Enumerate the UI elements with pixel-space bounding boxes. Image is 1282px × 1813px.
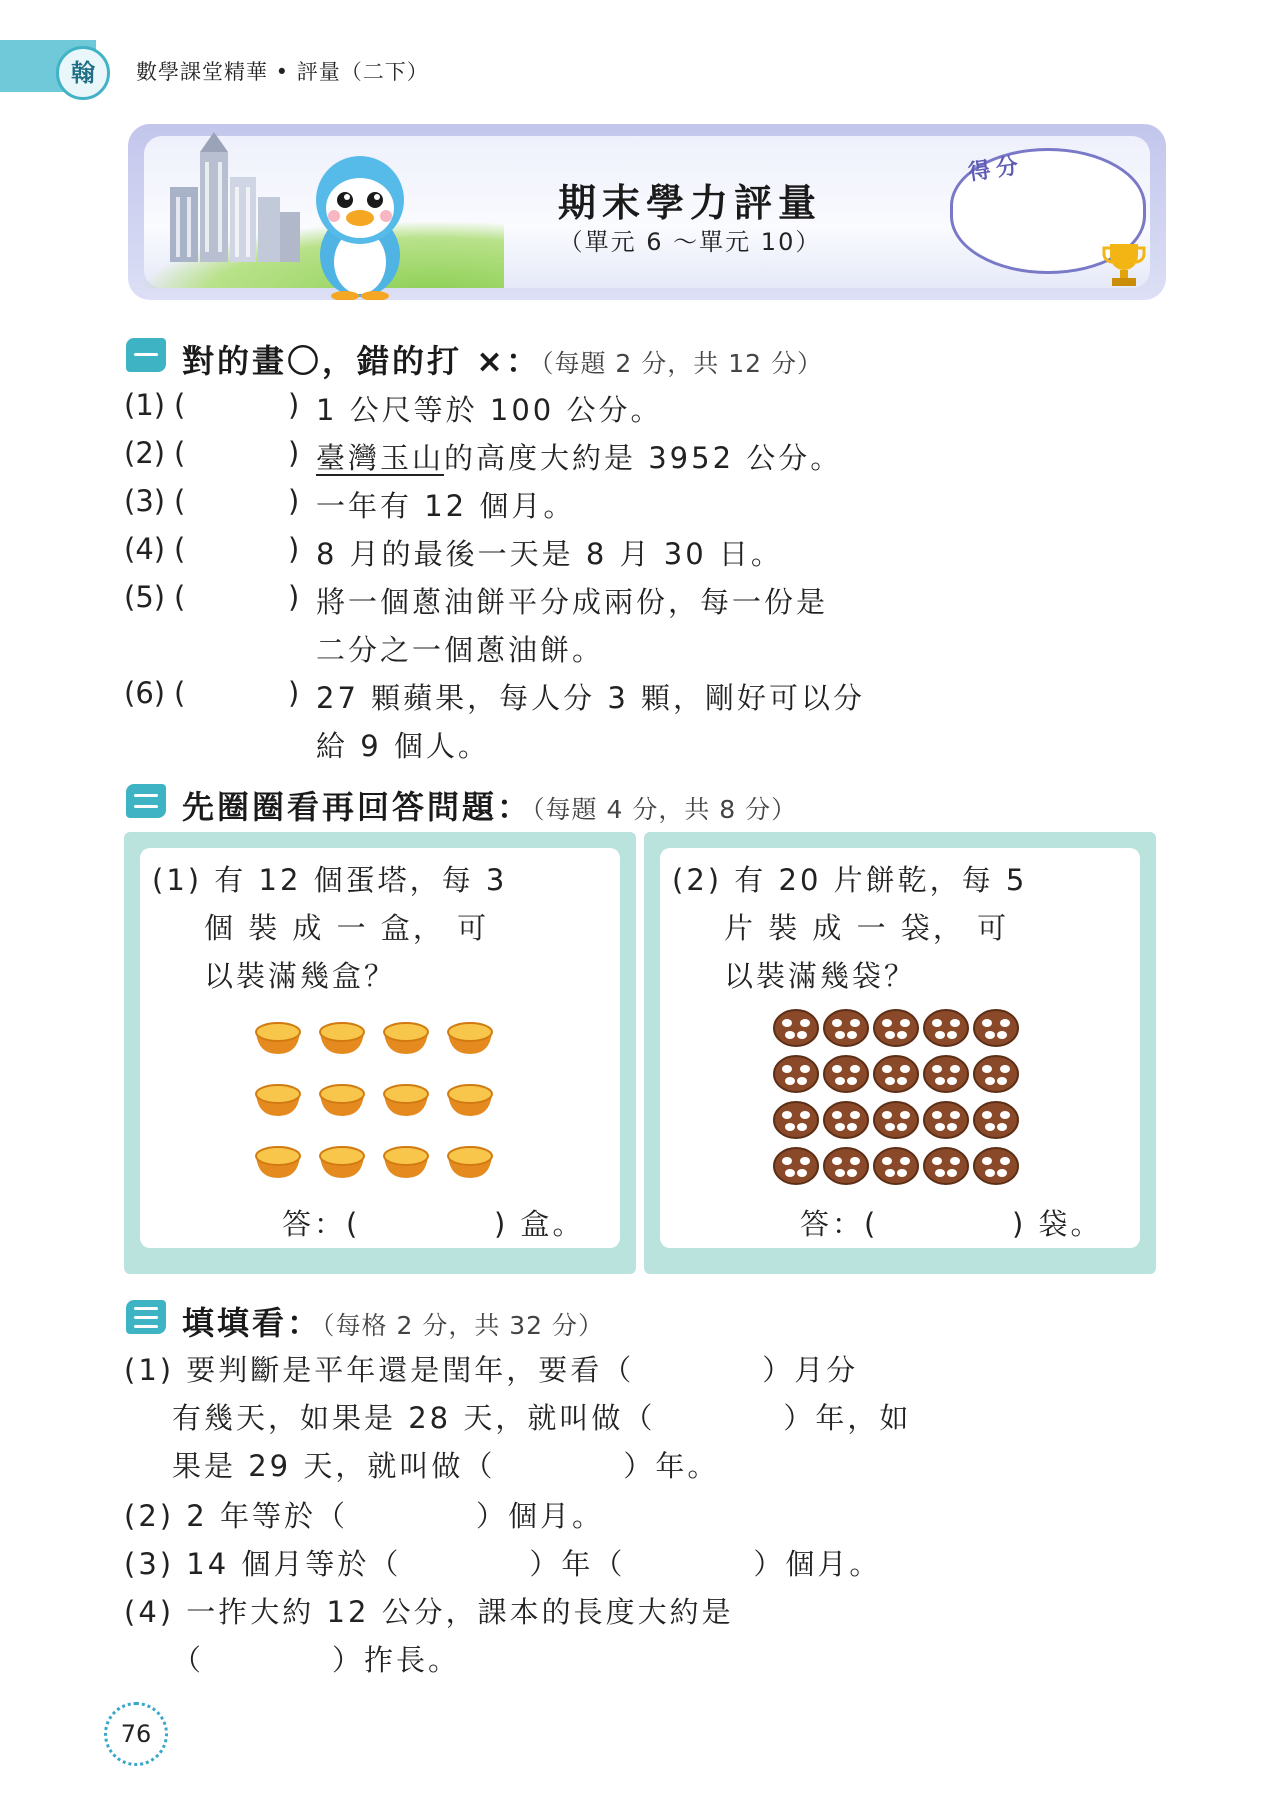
box1-text-line2: 個 裝 成 一 盒， 可 <box>204 911 490 945</box>
pretzel-cookie-icon <box>974 1102 1018 1138</box>
q1-1-answer-open: ( <box>174 388 186 422</box>
q1-5-answer-blank[interactable] <box>186 580 282 616</box>
q1-6-text-line2: 給 9 個人。 <box>316 729 490 763</box>
pretzel-cookie-icon <box>874 1010 918 1046</box>
city-buildings-illustration <box>160 132 310 282</box>
q3-1-line2: 有幾天，如果是 28 天，就叫做（ ）年，如 <box>172 1401 912 1435</box>
pretzel-cookie-grid[interactable] <box>770 1004 1030 1194</box>
pretzel-cookie-icon <box>774 1056 818 1092</box>
section-2-badge <box>126 784 166 818</box>
pretzel-cookie-icon <box>874 1102 918 1138</box>
exam-subtitle: （單元 6 ～單元 10） <box>558 228 822 256</box>
q3-1-line1: (1) 要判斷是平年還是閏年，要看（ ）月分 <box>124 1353 859 1387</box>
page-number: 76 <box>104 1702 168 1766</box>
egg-tart-icon <box>320 1085 364 1116</box>
pretzel-cookie-icon <box>974 1148 1018 1184</box>
pretzel-cookie-icon <box>774 1102 818 1138</box>
box1-text-line1: (1) 有 12 個蛋塔，每 3 <box>152 863 508 897</box>
q3-4-line2: （ ）拃長。 <box>172 1643 461 1677</box>
q1-5-text-line1: 將一個蔥油餅平分成兩份，每一份是 <box>316 585 829 619</box>
egg-tart-icon <box>320 1023 364 1054</box>
q1-5-answer-open: ( <box>174 580 186 614</box>
box1-text-line3: 以裝滿幾盒？ <box>204 959 397 993</box>
publisher-logo: 翰 <box>56 46 110 100</box>
q1-2-answer-open: ( <box>174 436 186 470</box>
section-1-score-note: （每題 2 分，共 12 分） <box>540 349 823 378</box>
section-1-heading <box>182 336 823 382</box>
section-3-title: 填填看： <box>182 1304 323 1342</box>
section-2-heading <box>182 782 797 828</box>
q1-2-text-rest: 的高度大約是 3952 公分。 <box>444 441 843 475</box>
q3-1-line3: 果是 29 天，就叫做（ ）年。 <box>172 1449 720 1483</box>
section-3-heading <box>182 1298 604 1344</box>
q1-6-answer-open: ( <box>174 676 186 710</box>
q3-4-line1: (4) 一拃大約 12 公分，課本的長度大約是 <box>124 1595 734 1629</box>
q1-4-text: 8 月的最後一天是 8 月 30 日。 <box>316 537 783 571</box>
q1-6-text-line1: 27 顆蘋果，每人分 3 顆，剛好可以分 <box>316 681 866 715</box>
section-3-badge <box>126 1300 166 1334</box>
q1-4-answer-open: ( <box>174 532 186 566</box>
q1-2-text <box>316 436 842 477</box>
egg-tart-icon <box>256 1023 300 1054</box>
box1-answer-suffix: ) 盒。 <box>494 1207 585 1241</box>
q3-3-text: (3) 14 個月等於（ ）年（ ）個月。 <box>124 1547 882 1581</box>
trophy-icon <box>1102 240 1146 288</box>
q1-1-text: 1 公尺等於 100 公分。 <box>316 393 663 427</box>
section-2-title: 先圈圈看再回答問題： <box>182 788 533 826</box>
egg-tart-icon <box>256 1085 300 1116</box>
box2-text-line2: 片 裝 成 一 袋， 可 <box>724 911 1010 945</box>
egg-tart-icon <box>448 1147 492 1178</box>
q1-5-text-line2: 二分之一個蔥油餅。 <box>316 633 605 667</box>
q1-1-number: (1) <box>124 388 166 422</box>
q1-2-number: (2) <box>124 436 166 470</box>
q1-2-underlined-place: 臺灣玉山 <box>316 441 445 475</box>
q1-4-answer-blank[interactable] <box>186 532 282 568</box>
q1-4-number: (4) <box>124 532 166 566</box>
egg-tart-icon <box>448 1085 492 1116</box>
q1-3-number: (3) <box>124 484 166 518</box>
pretzel-cookie-icon <box>924 1148 968 1184</box>
exam-title: 期末學力評量 <box>557 181 822 225</box>
q1-1-answer-blank[interactable] <box>186 388 282 424</box>
pretzel-cookie-icon <box>824 1102 868 1138</box>
pretzel-cookie-icon <box>824 1010 868 1046</box>
pretzel-cookie-icon <box>824 1148 868 1184</box>
pretzel-cookie-icon <box>774 1148 818 1184</box>
pretzel-cookie-icon <box>924 1010 968 1046</box>
section-3-score-note: （每格 2 分，共 32 分） <box>322 1311 605 1340</box>
q1-6-answer-blank[interactable] <box>186 676 282 712</box>
section-2-score-note: （每題 4 分，共 8 分） <box>532 795 798 824</box>
q1-3-text: 一年有 12 個月。 <box>316 489 576 523</box>
egg-tart-icon <box>384 1023 428 1054</box>
box1-answer-blank[interactable] <box>388 1204 488 1244</box>
score-label: 得分 <box>966 153 1026 186</box>
box2-text-line1: (2) 有 20 片餅乾，每 5 <box>672 863 1028 897</box>
pretzel-cookie-icon <box>924 1102 968 1138</box>
egg-tart-grid[interactable] <box>250 1010 510 1180</box>
section-1-title: 對的畫〇，錯的打 ×： <box>182 342 541 380</box>
q1-2-answer-blank[interactable] <box>186 436 282 472</box>
box2-answer-blank[interactable] <box>906 1204 1006 1244</box>
pretzel-cookie-icon <box>974 1056 1018 1092</box>
pretzel-cookie-icon <box>974 1010 1018 1046</box>
q1-3-answer-blank[interactable] <box>186 484 282 520</box>
q1-2-answer-close: ) <box>288 436 300 470</box>
q1-5-answer-close: ) <box>288 580 300 614</box>
box2-answer-suffix: ) 袋。 <box>1012 1207 1103 1241</box>
q1-3-answer-close: ) <box>288 484 300 518</box>
box2-answer-prefix: 答：( <box>800 1207 879 1241</box>
book-title: 數學課堂精華 • 評量（二下） <box>136 60 429 84</box>
pretzel-cookie-icon <box>874 1056 918 1092</box>
pretzel-cookie-icon <box>874 1148 918 1184</box>
q1-1-answer-close: ) <box>288 388 300 422</box>
q1-6-answer-close: ) <box>288 676 300 710</box>
box2-text-line3: 以裝滿幾袋？ <box>724 959 917 993</box>
pretzel-cookie-icon <box>824 1056 868 1092</box>
penguin-mascot-icon <box>300 150 420 300</box>
box1-answer-prefix: 答：( <box>282 1207 361 1241</box>
q3-2-text: (2) 2 年等於（ ）個月。 <box>124 1499 604 1533</box>
egg-tart-icon <box>448 1023 492 1054</box>
egg-tart-icon <box>320 1147 364 1178</box>
egg-tart-icon <box>256 1147 300 1178</box>
q1-3-answer-open: ( <box>174 484 186 518</box>
egg-tart-icon <box>384 1085 428 1116</box>
section-1-badge <box>126 338 166 372</box>
q1-5-number: (5) <box>124 580 166 614</box>
pretzel-cookie-icon <box>774 1010 818 1046</box>
egg-tart-icon <box>384 1147 428 1178</box>
q1-4-answer-close: ) <box>288 532 300 566</box>
q1-6-number: (6) <box>124 676 166 710</box>
pretzel-cookie-icon <box>924 1056 968 1092</box>
